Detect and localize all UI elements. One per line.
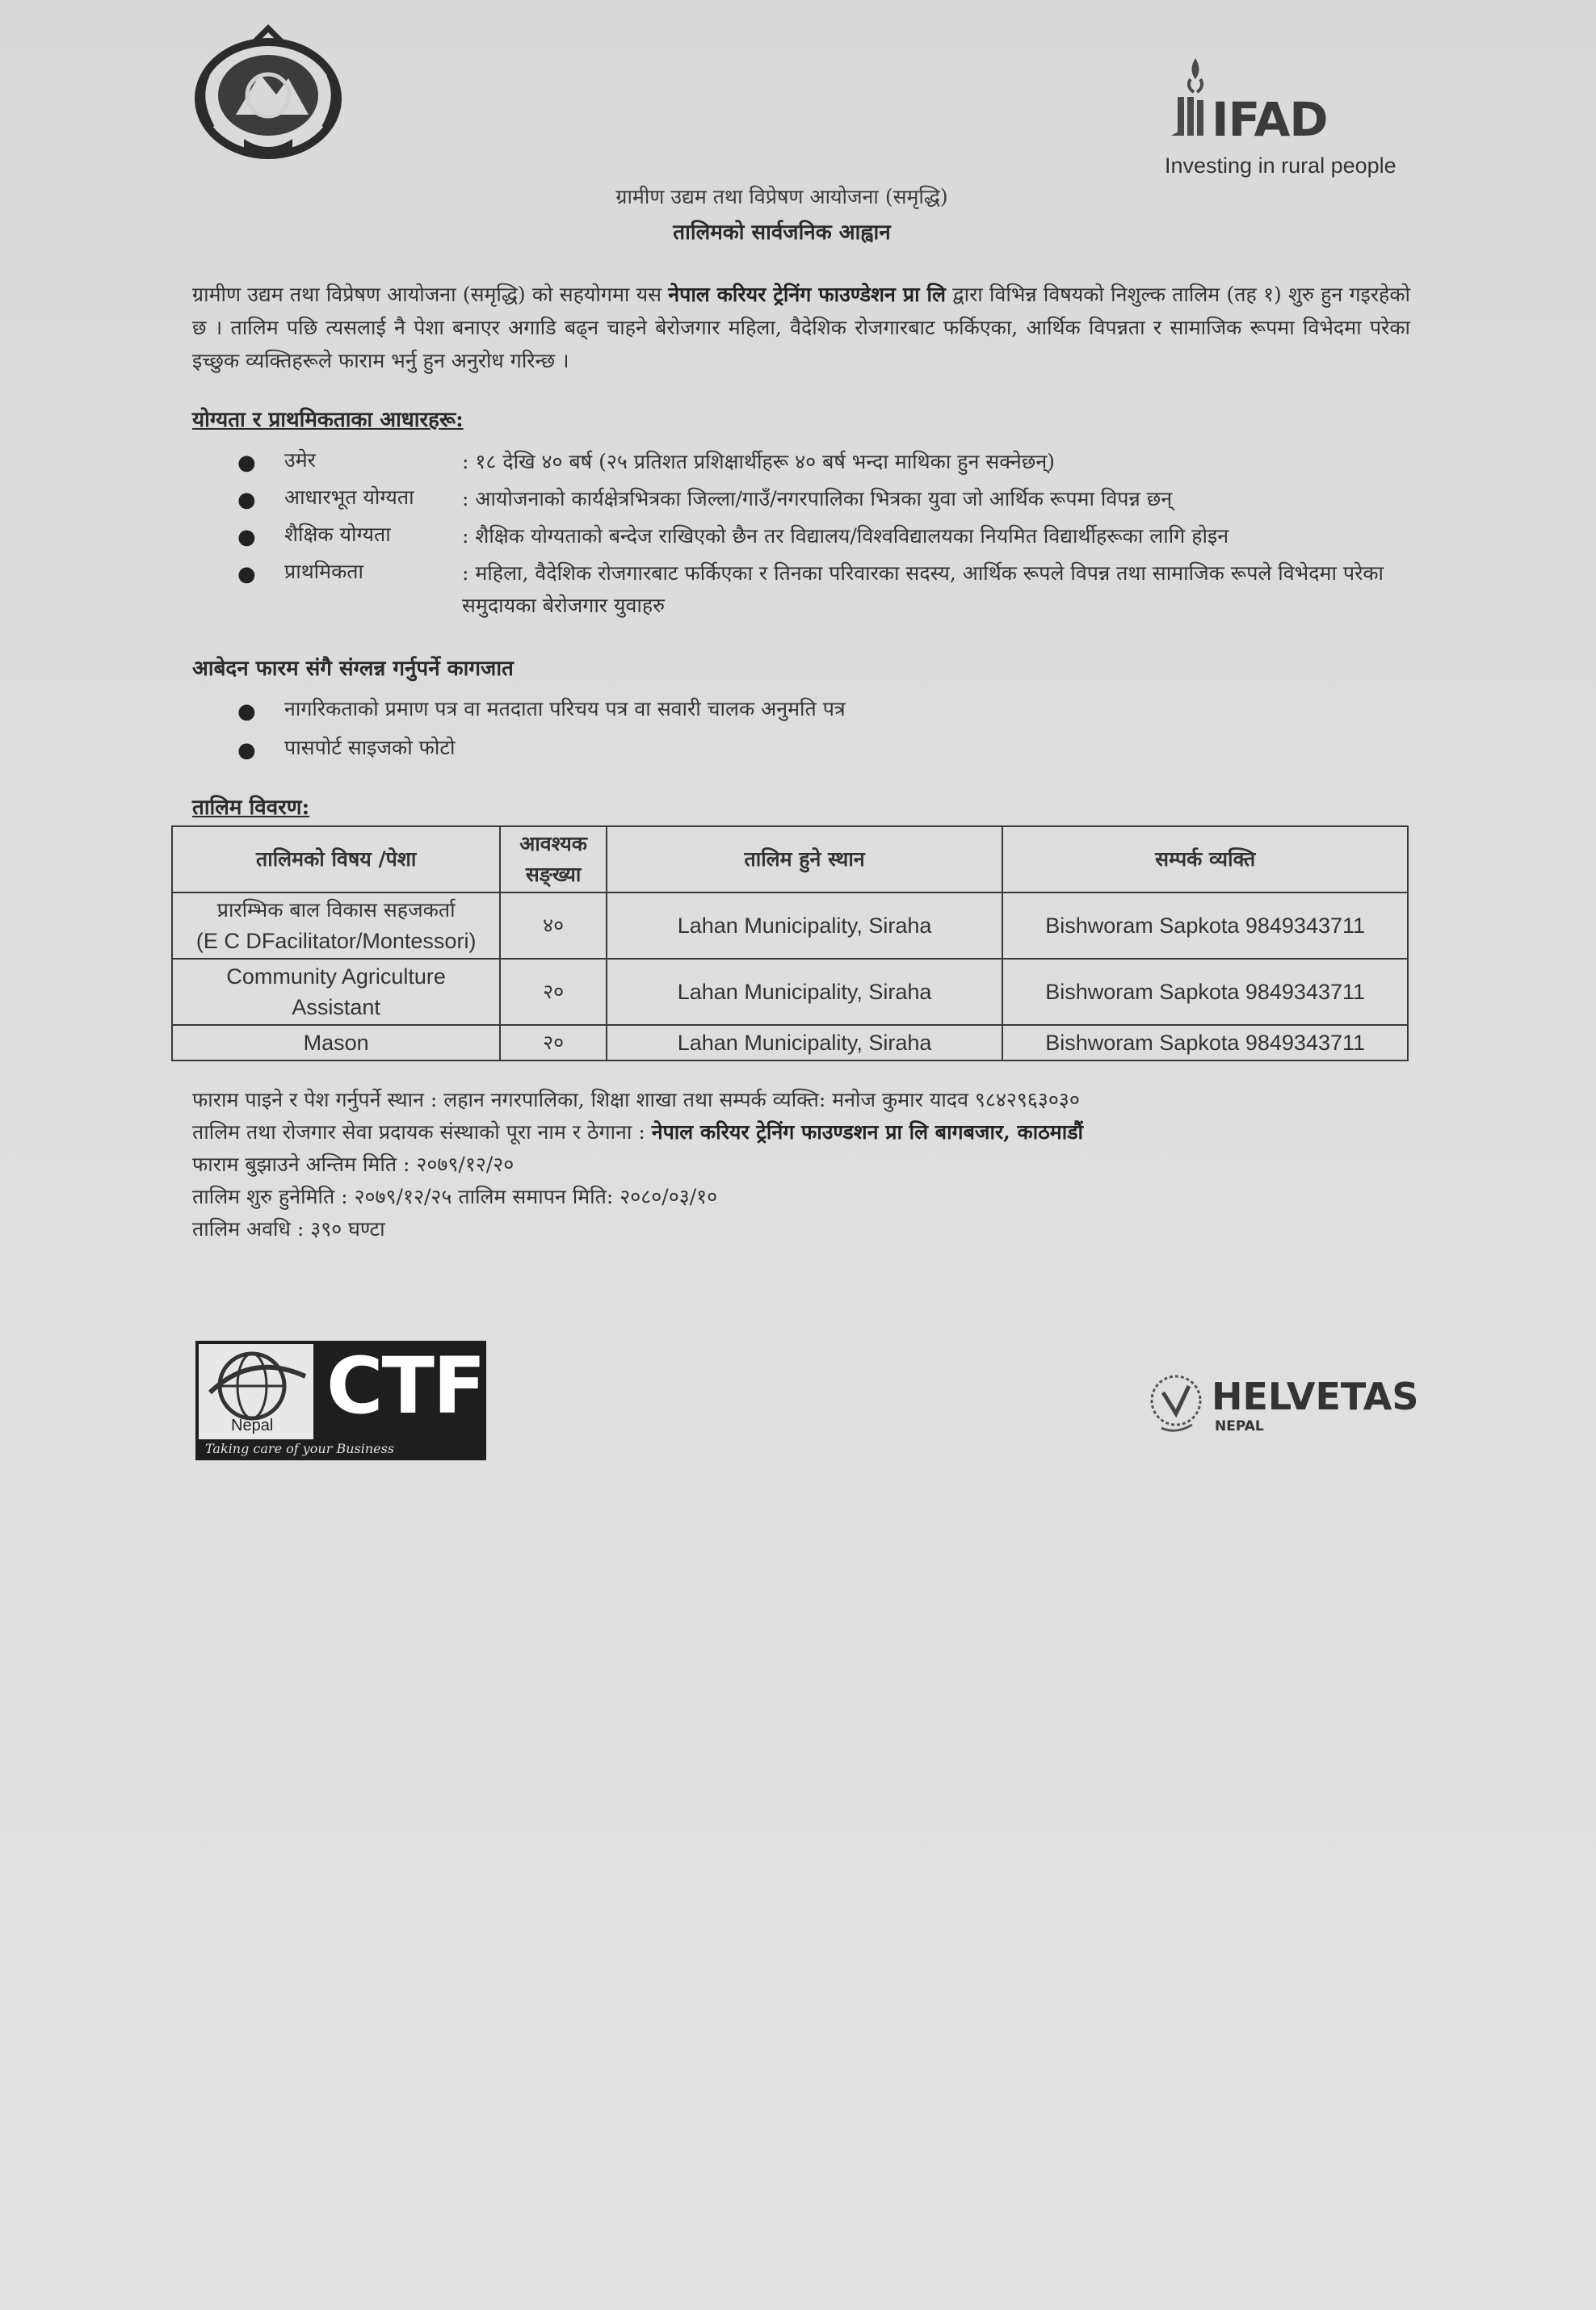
subject-name: Community Agriculture: [226, 964, 446, 989]
intro-text-start: ग्रामीण उद्यम तथा विप्रेषण आयोजना (समृद्धि) को सहयोगमा यस: [192, 283, 669, 306]
bullet-icon: ●: [237, 738, 256, 762]
documents-list: [234, 695, 1365, 772]
government-emblem-logo: [187, 18, 349, 163]
table-row: [172, 892, 1408, 959]
bullet-icon: ●: [237, 562, 256, 586]
criteria-value: : १८ देखि ४० बर्ष (२५ प्रतिशत प्रशिक्षार्थीहरू ४० बर्ष भन्दा माथिका हुन सक्नेछन्): [462, 450, 1055, 473]
provider-line: [192, 1116, 1404, 1149]
criteria-heading: योग्यता र प्राथमिकताका आधारहरू:: [192, 408, 464, 432]
project-title: ग्रामीण उद्यम तथा विप्रेषण आयोजना (समृद्धि): [615, 185, 948, 208]
helvetas-logo-text: HELVETAS: [1212, 1375, 1419, 1418]
criteria-list: [234, 446, 1413, 627]
document-item: नागरिकताको प्रमाण पत्र वा मतदाता परिचय पत्र वा सवारी चालक अनुमति पत्र: [284, 697, 846, 720]
form-location-line: फाराम पाइने र पेश गर्नुपर्ने स्थान : लहान नगरपालिका, शिक्षा शाखा तथा सम्पर्क व्यक्ति: मनोज कुमार यादव ९८४२९६३०३०: [192, 1088, 1080, 1111]
ctf-logo-text: CTF: [326, 1341, 485, 1431]
list-item: [234, 695, 1365, 733]
list-item: [234, 520, 1413, 557]
cell-subject: [172, 892, 500, 959]
table-header-row: [172, 826, 1408, 892]
documents-heading: आबेदन फारम संगै संग्लन्न गर्नुपर्ने कागजात: [192, 657, 514, 681]
cell-contact: Bishworam Sapkota 9849343711: [1002, 892, 1408, 959]
cell-contact: Bishworam Sapkota 9849343711: [1002, 959, 1408, 1025]
ifad-logo: [1160, 55, 1418, 192]
cell-location: Lahan Municipality, Siraha: [607, 959, 1002, 1025]
provider-label: तालिम तथा रोजगार सेवा प्रदायक संस्थाको पूरा नाम र ठेगाना :: [192, 1120, 652, 1144]
training-duration-line: तालिम अवधि : ३९० घण्टा: [192, 1217, 385, 1241]
list-item: [234, 483, 1413, 520]
helvetas-logo: [1147, 1368, 1419, 1441]
column-header-subject: तालिमको विषय /पेशा: [172, 826, 500, 892]
training-heading: तालिम विवरण:: [192, 796, 310, 820]
subject-detail: (E C DFacilitator/Montessori): [195, 929, 477, 953]
subject-detail: Assistant: [292, 995, 380, 1019]
footer-info: [192, 1084, 1404, 1245]
table-row: [172, 959, 1408, 1025]
cell-contact: Bishworam Sapkota 9849343711: [1002, 1025, 1408, 1060]
cell-count: ४०: [500, 892, 607, 959]
cell-subject: [172, 959, 500, 1025]
ctf-nepal-label: Nepal: [231, 1417, 274, 1434]
list-item: [234, 446, 1413, 483]
criteria-label: उमेर: [284, 448, 316, 472]
ctf-logo: [195, 1341, 486, 1460]
cell-location: Lahan Municipality, Siraha: [607, 892, 1002, 959]
training-dates-line: तालिम शुरु हुनेमिति : २०७९/१२/२५ तालिम समापन मिति: २०८०/०३/१०: [192, 1185, 718, 1208]
criteria-value: : आयोजनाको कार्यक्षेत्रभित्रका जिल्ला/गाउँ/नगरपालिका भित्रका युवा जो आर्थिक रूपमा विपन्न छन्: [462, 487, 1173, 510]
cell-location: Lahan Municipality, Siraha: [607, 1025, 1002, 1060]
criteria-label: शैक्षिक योग्यता: [284, 523, 391, 546]
helvetas-sublabel: NEPAL: [1215, 1418, 1264, 1434]
document-item: पासपोर्ट साइजको फोटो: [284, 736, 456, 759]
criteria-label: आधारभूत योग्यता: [284, 485, 414, 509]
training-table: [171, 825, 1409, 1061]
subject-name: प्रारम्भिक बाल विकास सहजकर्ता: [216, 898, 456, 922]
cell-subject: Mason: [172, 1025, 500, 1060]
table-row: [172, 1025, 1408, 1060]
bullet-icon: ●: [237, 699, 256, 724]
ifad-wheat-icon: [1166, 55, 1213, 144]
deadline-line: फाराम बुझाउने अन्तिम मिति : २०७९/१२/२०: [192, 1153, 514, 1176]
criteria-label: प्राथमिकता: [284, 560, 364, 583]
ifad-logo-text: IFAD: [1212, 92, 1328, 147]
column-header-location: तालिम हुने स्थान: [607, 826, 1002, 892]
cell-count: २०: [500, 1025, 607, 1060]
helvetas-mark-icon: [1147, 1368, 1212, 1438]
intro-paragraph: [192, 278, 1410, 377]
list-item: [234, 557, 1413, 627]
criteria-value: : शैक्षिक योग्यताको बन्देज राखिएको छैन तर विद्यालय/विश्वविद्यालयका नियमित विद्यार्थीहरूका लागि होइन: [462, 524, 1229, 548]
list-item: [234, 733, 1365, 772]
criteria-value: : महिला, वैदेशिक रोजगारबाट फर्किएका र तिनका परिवारका सदस्य, आर्थिक रूपले विपन्न तथा सामाजिक रूपले विभेदमा परेका समुदायका बेरोजगार युवाहरु: [462, 561, 1384, 617]
cell-count: २०: [500, 959, 607, 1025]
notice-heading: तालिमको सार्वजनिक आह्वान: [673, 220, 891, 245]
bullet-icon: ●: [237, 525, 256, 549]
intro-organization: नेपाल करियर ट्रेनिंग फाउण्डेशन प्रा लि: [668, 283, 946, 306]
bullet-icon: ●: [237, 488, 256, 512]
provider-name: नेपाल करियर ट्रेनिंग फाउण्डशन प्रा लि बागबजार, काठमाडौं: [651, 1120, 1084, 1144]
bullet-icon: ●: [237, 451, 256, 475]
notice-title: [0, 183, 1596, 246]
ctf-tagline: Taking care of your Business: [205, 1441, 395, 1456]
intro-text-end: द्वारा विभिन्न विषयको निशुल्क तालिम (तह १) शुरु हुन गइरहेको छ । तालिम पछि त्यसलाई नै पेशा बनाएर अगाडि बढ्न चाहने बेरोजगार महिला, वैदेशिक रोजगारबाट फर्किएका, आर्थिक विपन्नता र सामाजिक रूपमा विभेदमा परेका इच्छुक व्यक्तिहरूले फाराम भर्नु हुन अनुरोध गरिन्छ ।: [192, 283, 1411, 372]
column-header-count: आवश्यक सङ्ख्या: [500, 826, 607, 892]
ifad-tagline: Investing in rural people: [1165, 153, 1396, 178]
column-header-contact: सम्पर्क व्यक्ति: [1002, 826, 1408, 892]
